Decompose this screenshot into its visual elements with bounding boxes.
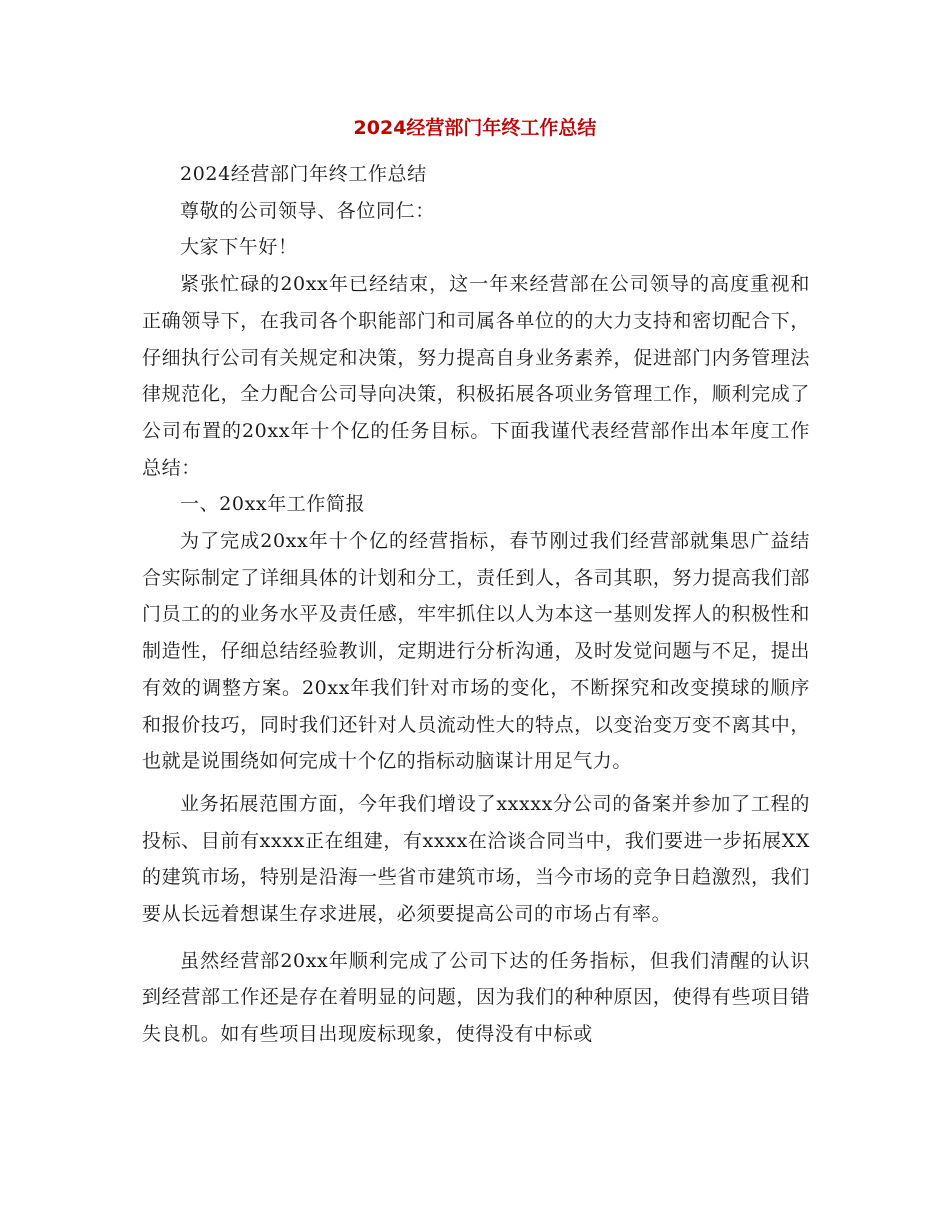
paragraph-salutation: 尊敬的公司领导、各位同仁： [180, 199, 435, 222]
section-heading-1: 一、20xx年工作简报 [180, 493, 366, 516]
paragraph-subtitle: 2024经营部门年终工作总结 [180, 163, 427, 185]
document-body [142, 156, 810, 1053]
paragraph-intro: 紧张忙碌的20xx年已经结束，这一年来经营部在公司领导的高度重视和正确领导下，在我司各个职能部门和司属各单位的的大力支持和密切配合下，仔细执行公司有关规定和决策，努力提高自身业务素养，促进部门内务管理法律规范化，全力配合公司导向决策，积极拓展各项业务管理工作，顺利完成了公司布置的20xx年十个亿的任务目标。下面我谨代表经营部作出本年度工作总结： [142, 273, 810, 479]
document-title: 2024经营部门年终工作总结 [353, 117, 597, 139]
paragraph-problems: 虽然经营部20xx年顺利完成了公司下达的任务指标，但我们清醒的认识到经营部工作还是存在着明显的问题，因为我们的种种原因，使得有些项目错失良机。如有些项目出现废标现象，使得没有中标或 [142, 949, 810, 1046]
paragraph-greeting: 大家下午好！ [180, 236, 298, 259]
paragraph-section-1: 为了完成20xx年十个亿的经营指标，春节刚过我们经营部就集思广益结合实际制定了详细具体的计划和分工，责任到人，各司其职，努力提高我们部门员工的的业务水平及责任感，牢牢抓住以人为本这一基则发挥人的积极性和制造性，仔细总结经验教训，定期进行分析沟通，及时发觉问题与不足，提出有效的调整方案。20xx年我们针对市场的变化，不断探究和改变摸球的顺序和报价技巧，同时我们还针对人员流动性大的特点，以变治变万变不离其中，也就是说围绕如何完成十个亿的指标动脑谋计用足气力。 [142, 530, 810, 773]
paragraph-business-expansion: 业务拓展范围方面，今年我们增设了xxxxx分公司的备案并参加了工程的投标、目前有xxxx正在组建，有xxxx在洽谈合同当中，我们要进一步拓展XX的建筑市场，特别是沿海一些省市建筑市场，当今市场的竞争日趋激烈，我们要从长远着想谋生存求进展，必须要提高公司的市场占有率。 [142, 792, 810, 926]
